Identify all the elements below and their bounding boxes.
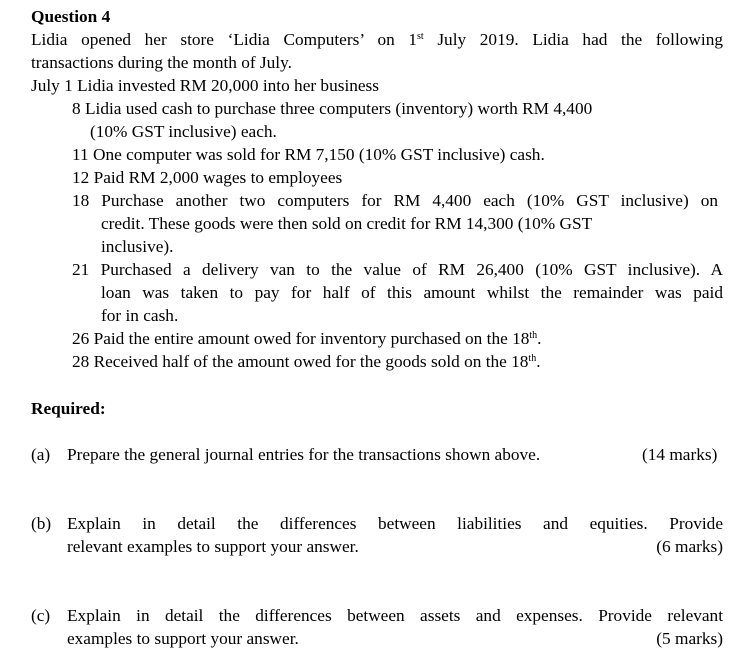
question-title: Question 4 xyxy=(31,7,111,26)
required-heading: Required: xyxy=(31,399,106,418)
transaction-18-line-3: inclusive). xyxy=(101,237,174,256)
intro-line-1: Lidia opened her store ‘Lidia Computers’ on 1st July 2019. Lidia had the following xyxy=(31,30,723,49)
part-c-marks: (5 marks) xyxy=(656,629,723,648)
part-a-text: Prepare the general journal entries for the transactions shown above. xyxy=(67,445,541,464)
part-a-marks: (14 marks) xyxy=(642,445,718,464)
transaction-8-line-1: 8 Lidia used cash to purchase three computers (inventory) worth RM 4,400 xyxy=(72,99,593,118)
transaction-26: 26 Paid the entire amount owed for inventory purchased on the 18th. xyxy=(72,329,542,348)
part-b-text-line-1: Explain in detail the differences between liabilities and equities. Provide xyxy=(67,514,723,533)
transaction-18-line-1: 18 Purchase another two computers for RM 4,400 each (10% GST inclusive) on xyxy=(72,191,718,210)
part-c-text-line-1: Explain in detail the differences between assets and expenses. Provide relevant xyxy=(67,606,723,625)
transaction-11: 11 One computer was sold for RM 7,150 (10% GST inclusive) cash. xyxy=(72,145,545,164)
part-b-label: (b) xyxy=(31,514,52,533)
transaction-21-line-3: for in cash. xyxy=(101,306,179,325)
transaction-21-line-1: 21 Purchased a delivery van to the value of RM 26,400 (10% GST inclusive). A xyxy=(72,260,723,279)
transaction-12: 12 Paid RM 2,000 wages to employees xyxy=(72,168,343,187)
transaction-18-line-2: credit. These goods were then sold on credit for RM 14,300 (10% GST xyxy=(101,214,593,233)
intro-line-2: transactions during the month of July. xyxy=(31,53,292,72)
part-c-label: (c) xyxy=(31,606,51,625)
part-b-marks: (6 marks) xyxy=(656,537,723,556)
transaction-21-line-2: loan was taken to pay for half of this amount whilst the remainder was paid xyxy=(101,283,723,302)
transaction-july-1: July 1 Lidia invested RM 20,000 into her business xyxy=(31,76,380,95)
part-c-text-line-2: examples to support your answer. (5 marks) xyxy=(67,629,723,648)
part-a-label: (a) xyxy=(31,445,51,464)
transaction-8-line-2: (10% GST inclusive) each. xyxy=(90,122,277,141)
part-b-text-line-2: relevant examples to support your answer. (6 marks) xyxy=(67,537,723,556)
transaction-28: 28 Received half of the amount owed for the goods sold on the 18th. xyxy=(72,352,541,371)
